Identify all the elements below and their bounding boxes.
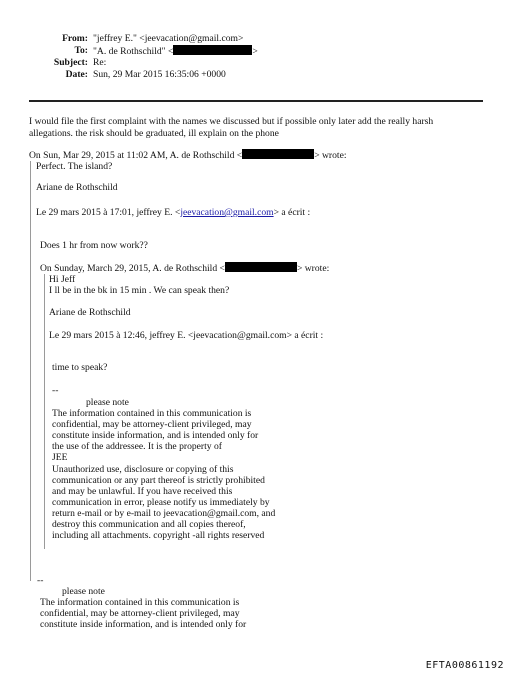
- quote1-text: Perfect. The island?: [36, 161, 113, 172]
- quote3-dashes: --: [52, 385, 59, 396]
- note-line: constitute inside information, and is intended only for: [52, 430, 259, 441]
- to-value: [93, 45, 258, 58]
- to-suffix: >: [252, 46, 258, 57]
- quote2-text: Does 1 hr from now work??: [40, 240, 148, 251]
- header-divider: [29, 100, 483, 102]
- note-line: communication or any part thereof is strictly prohibited: [52, 475, 265, 486]
- date-value: Sun, 29 Mar 2015 16:35:06 +0000: [93, 69, 226, 80]
- note-line: The information contained in this communication is: [52, 408, 252, 419]
- quote1-signature: Ariane de Rothschild: [36, 182, 118, 193]
- note-line: destroy this communication and all copies thereof,: [52, 519, 246, 530]
- quote2-attr-suffix: > wrote:: [296, 263, 330, 274]
- date-label: Date:: [65, 69, 88, 80]
- from-value: "jeffrey E." <jeevacation@gmail.com>: [93, 33, 244, 44]
- footer-note-line: The information contained in this communication is: [40, 597, 240, 608]
- quote3-note-title: please note: [86, 397, 129, 408]
- quote1-attr-prefix: On Sun, Mar 29, 2015 at 11:02 AM, A. de Rothschild <: [29, 150, 243, 161]
- redaction-block: [173, 45, 252, 55]
- quote2-hi: Hi Jeff: [49, 274, 76, 285]
- note-line: and may be unlawful. If you have received this: [52, 486, 233, 497]
- quote2-attr-prefix: On Sunday, March 29, 2015, A. de Rothschild <: [40, 263, 225, 274]
- body-line-1: I would file the first complaint with the names we discussed but if possible only later add the really harsh: [29, 116, 434, 127]
- quote1-nested-prefix: Le 29 mars 2015 à 17:01, jeffrey E. <: [36, 207, 181, 218]
- to-text: "A. de Rothschild" <: [93, 46, 174, 57]
- footer-note-line: confidential, may be attorney-client privileged, may: [40, 608, 240, 619]
- footer-note-line: constitute inside information, and is intended only for: [40, 619, 247, 630]
- quote2-attribution: [40, 262, 329, 275]
- quote-bar-1: [30, 161, 31, 581]
- footer-dashes: --: [37, 575, 44, 586]
- subject-label: Subject:: [53, 57, 88, 68]
- quote-bar-2: [44, 274, 45, 549]
- note-line: Unauthorized use, disclosure or copying of this: [52, 464, 234, 475]
- note-line: confidential, may be attorney-client privileged, may: [52, 419, 252, 430]
- footer-note-title: please note: [62, 586, 105, 597]
- subject-value: Re:: [93, 57, 107, 68]
- email-link[interactable]: jeevacation@gmail.com: [180, 207, 274, 218]
- quote1-nested-suffix: > a écrit :: [273, 207, 311, 218]
- note-line: including all attachments. copyright -all rights reserved: [52, 530, 265, 541]
- quote2-signature: Ariane de Rothschild: [49, 307, 131, 318]
- note-line: the use of the addressee. It is the property of: [52, 441, 222, 452]
- quote2-nested-attribution: Le 29 mars 2015 à 12:46, jeffrey E. <jeevacation@gmail.com> a écrit :: [49, 330, 324, 341]
- document-id: EFTA00861192: [425, 660, 504, 671]
- redaction-block: [225, 262, 297, 272]
- to-label: To:: [74, 45, 88, 56]
- note-line: JEE: [52, 452, 68, 463]
- quote2-bk: I ll be in the bk in 15 min . We can speak then?: [49, 285, 230, 296]
- redaction-block: [242, 149, 314, 159]
- quote3-text: time to speak?: [52, 362, 108, 373]
- body-line-2: allegations. the risk should be graduated, ill explain on the phone: [29, 128, 279, 139]
- quote1-nested-attribution: [36, 207, 310, 219]
- note-line: return e-mail or by e-mail to jeevacation@gmail.com, and: [52, 508, 276, 519]
- quote1-attr-suffix: > wrote:: [314, 150, 347, 161]
- from-label: From:: [62, 33, 88, 44]
- note-line: communication in error, please notify us immediately by: [52, 497, 270, 508]
